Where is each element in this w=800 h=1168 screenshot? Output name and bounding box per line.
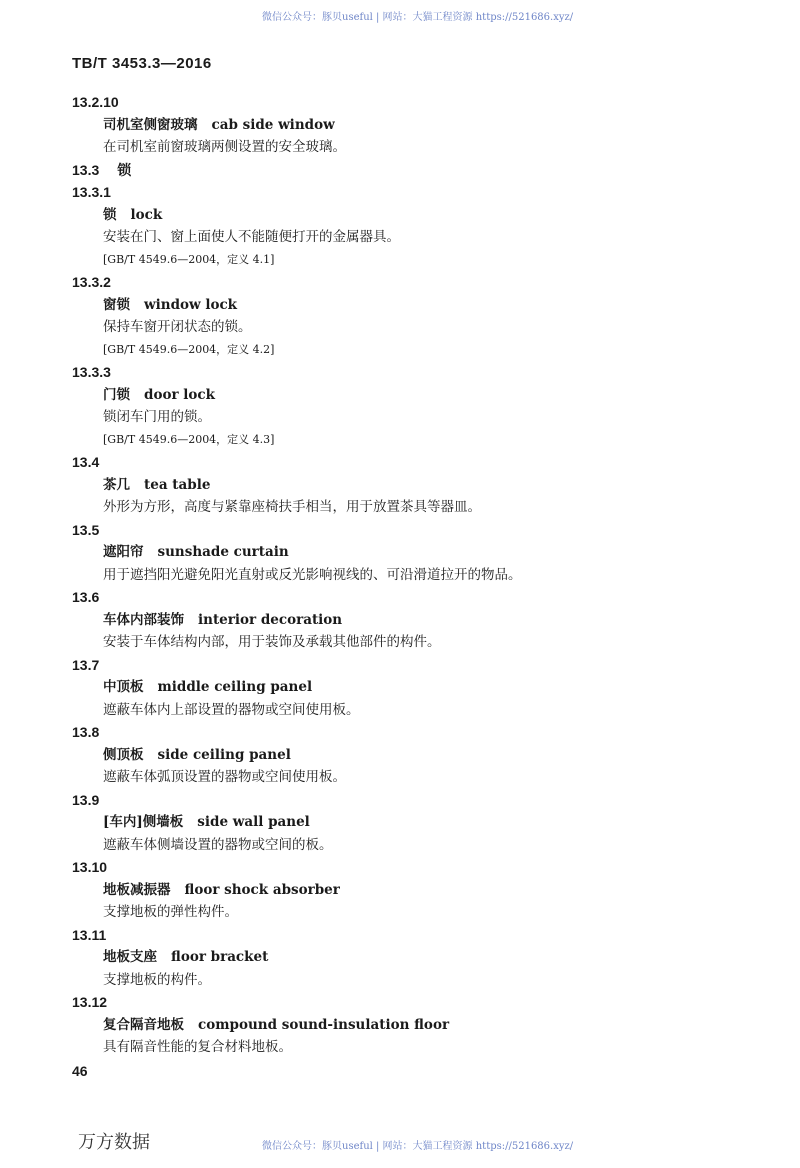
- term-number: 13.8: [72, 724, 100, 740]
- document-body: [72, 91, 752, 1059]
- term-source-reference: [GB/T 4549.6—2004，定义 4.3]: [103, 432, 275, 446]
- term-english: tea table: [144, 476, 211, 493]
- term-entry: [72, 609, 752, 632]
- term-number: 13.3.1: [72, 184, 111, 200]
- term-definition: 用于遮挡阳光避免阳光直射或反光影响视线的、可沿滑道拉开的物品。: [103, 566, 522, 583]
- term-number: 13.10: [72, 859, 108, 875]
- term-source-reference: [GB/T 4549.6—2004，定义 4.1]: [103, 252, 275, 266]
- term-definition: 安装于车体结构内部，用于装饰及承载其他部件的构件。: [103, 634, 441, 650]
- term-entry: [72, 946, 752, 969]
- term-number: 13.9: [72, 791, 100, 808]
- term-number: 13.5: [72, 521, 100, 538]
- watermark-top: 微信公众号：豚贝useful | 网站：大猫工程资源 https://521686.xyz/: [262, 12, 574, 23]
- term-definition: 遮蔽车体内上部设置的器物或空间使用板。: [103, 701, 360, 718]
- term-definition: 遮蔽车体侧墙设置的器物或空间的板。: [103, 836, 333, 853]
- term-chinese: 锁: [103, 206, 117, 223]
- term-english: interior decoration: [198, 611, 343, 628]
- term-english: door lock: [144, 386, 215, 403]
- term-english: floor shock absorber: [184, 881, 340, 898]
- term-definition: 支撑地板的构件。: [103, 971, 211, 988]
- term-chinese: 门锁: [103, 386, 130, 403]
- term-chinese: [车内]侧墙板: [103, 814, 184, 830]
- page-number: 46: [72, 1063, 88, 1079]
- term-entry: [72, 294, 752, 317]
- term-entry: [72, 204, 752, 227]
- term-chinese: 地板支座: [103, 949, 157, 965]
- term-english: lock: [130, 206, 163, 223]
- term-english: sunshade curtain: [157, 544, 289, 560]
- term-entry: [72, 1014, 752, 1037]
- term-definition: 遮蔽车体弧顶设置的器物或空间使用板。: [103, 769, 346, 785]
- term-english: window lock: [144, 296, 238, 313]
- term-number: 13.2.10: [72, 94, 119, 110]
- term-definition: 支撑地板的弹性构件。: [103, 904, 238, 920]
- term-entry: [72, 114, 752, 137]
- term-entry: [72, 879, 752, 902]
- term-definition: 锁闭车门用的锁。: [103, 409, 211, 425]
- term-number: 13.11: [72, 926, 107, 943]
- term-chinese: 司机室侧窗玻璃: [103, 116, 198, 133]
- term-chinese: 侧顶板: [103, 746, 144, 763]
- term-chinese: 地板减振器: [103, 881, 171, 898]
- term-chinese: 车体内部装饰: [103, 611, 184, 628]
- term-chinese: 茶几: [103, 476, 130, 493]
- standard-code-header: TB/T 3453.3—2016: [72, 55, 212, 72]
- section-heading: [72, 159, 752, 182]
- term-english: floor bracket: [171, 949, 269, 965]
- term-number: 13.4: [72, 454, 100, 470]
- term-entry: [72, 384, 752, 407]
- term-entry: [72, 676, 752, 699]
- term-entry: [72, 811, 752, 834]
- section-number: 13.3: [72, 161, 100, 178]
- term-number: 13.6: [72, 589, 100, 605]
- term-english: side wall panel: [197, 814, 310, 830]
- section-title: 锁: [117, 161, 132, 178]
- term-definition: 具有隔音性能的复合材料地板。: [103, 1039, 292, 1055]
- watermark-bottom: 微信公众号：豚贝useful | 网站：大猫工程资源 https://521686.xyz/: [262, 1141, 574, 1152]
- term-english: middle ceiling panel: [157, 679, 313, 695]
- term-number: 13.3.3: [72, 364, 111, 380]
- term-chinese: 窗锁: [103, 296, 130, 313]
- term-english: side ceiling panel: [157, 746, 291, 763]
- term-definition: 保持车窗开闭状态的锁。: [103, 319, 252, 335]
- term-definition: 在司机室前窗玻璃两侧设置的安全玻璃。: [103, 139, 346, 155]
- term-chinese: 遮阳帘: [103, 544, 144, 560]
- term-chinese: 复合隔音地板: [103, 1016, 184, 1033]
- term-definition: 安装在门、窗上面使人不能随便打开的金属器具。: [103, 229, 400, 245]
- term-number: 13.7: [72, 656, 100, 673]
- term-english: compound sound-insulation floor: [198, 1016, 450, 1033]
- term-entry: [72, 744, 752, 767]
- term-entry: [72, 541, 752, 564]
- term-number: 13.12: [72, 994, 108, 1010]
- term-entry: [72, 474, 752, 497]
- footer-logo: 万方数据: [78, 1132, 150, 1153]
- term-definition: 外形为方形，高度与紧靠座椅扶手相当，用于放置茶具等器皿。: [103, 499, 481, 515]
- term-source-reference: [GB/T 4549.6—2004，定义 4.2]: [103, 342, 275, 356]
- term-chinese: 中顶板: [103, 679, 144, 695]
- term-number: 13.3.2: [72, 274, 111, 290]
- term-english: cab side window: [211, 116, 335, 133]
